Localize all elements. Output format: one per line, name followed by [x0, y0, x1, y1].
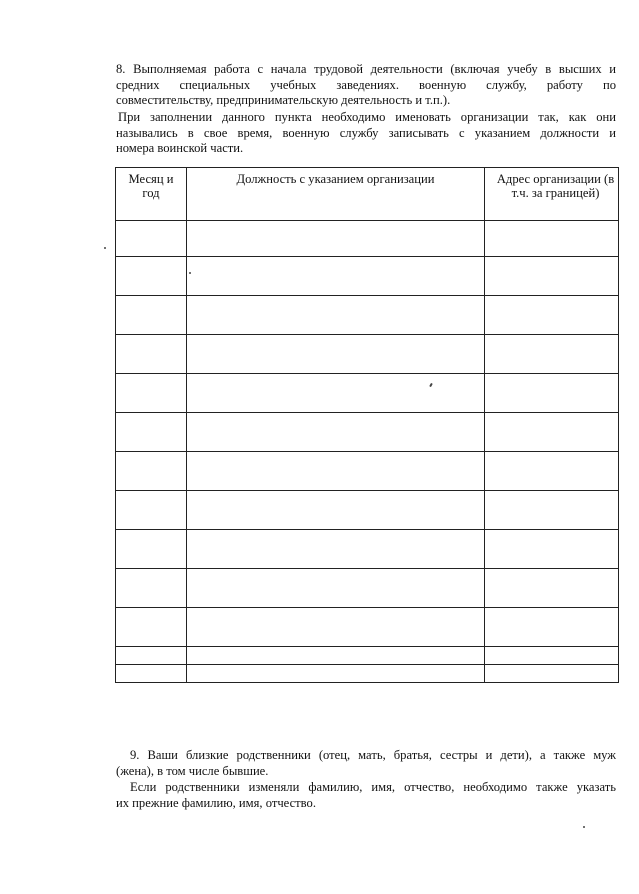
cell-position[interactable]: [187, 413, 485, 452]
cell-position[interactable]: [187, 491, 485, 530]
cell-month-year[interactable]: [116, 608, 187, 647]
cell-address[interactable]: [485, 665, 619, 683]
cell-month-year[interactable]: [116, 647, 187, 665]
cell-position[interactable]: [187, 452, 485, 491]
cell-address[interactable]: [485, 374, 619, 413]
cell-address[interactable]: [485, 452, 619, 491]
scan-speck: [104, 247, 106, 249]
section-8-line: совместительству, предпринимательскую деятельность и т.п.).: [116, 93, 451, 108]
section-9-line: (жена), в том числе бывшие.: [116, 763, 269, 778]
cell-position[interactable]: [187, 569, 485, 608]
scan-speck: [189, 272, 191, 274]
table-row: [116, 374, 619, 413]
table-row: [116, 665, 619, 683]
cell-position[interactable]: [187, 296, 485, 335]
cell-month-year[interactable]: [116, 452, 187, 491]
table-row: [116, 452, 619, 491]
section-9-title: [116, 748, 616, 779]
cell-position[interactable]: [187, 221, 485, 257]
cell-address[interactable]: [485, 413, 619, 452]
cell-address[interactable]: [485, 257, 619, 296]
cell-position[interactable]: [187, 530, 485, 569]
cell-address[interactable]: [485, 296, 619, 335]
cell-address[interactable]: [485, 569, 619, 608]
cell-month-year[interactable]: [116, 569, 187, 608]
section-9-note-line: их прежние фамилию, имя, отчество.: [116, 795, 316, 810]
section-8-line: средних специальных учебных заведениях. военную службу, работу по: [116, 77, 616, 92]
cell-position[interactable]: [187, 335, 485, 374]
table-row: [116, 491, 619, 530]
section-8-title: [116, 62, 616, 109]
section-9-line: 9. Ваши близкие родственники (отец, мать, братья, сестры и дети), а также муж: [130, 748, 616, 762]
table-row: [116, 608, 619, 647]
cell-address[interactable]: [485, 335, 619, 374]
work-history-table: [115, 167, 619, 683]
section-8-line: 8. Выполняемая работа с начала трудовой деятельности (включая учебу в высших и: [116, 62, 616, 76]
table-row: [116, 569, 619, 608]
cell-month-year[interactable]: [116, 665, 187, 683]
cell-month-year[interactable]: [116, 335, 187, 374]
section-8-note-line: номера воинской части.: [116, 141, 244, 156]
cell-month-year[interactable]: [116, 221, 187, 257]
section-9-note-line: Если родственники изменяли фамилию, имя, отчество, необходимо также указать: [130, 780, 616, 794]
section-8-note-line: назывались в свое время, военную службу записывать с указанием должности и: [116, 125, 616, 140]
table-row: [116, 530, 619, 569]
cell-month-year[interactable]: [116, 374, 187, 413]
table-row: [116, 335, 619, 374]
table-row: [116, 257, 619, 296]
table-row: [116, 647, 619, 665]
cell-position[interactable]: [187, 608, 485, 647]
cell-position[interactable]: [187, 665, 485, 683]
column-header-address: Адрес организации (в т.ч. за границей): [485, 168, 619, 221]
column-header-position: Должность с указанием организации: [187, 168, 485, 221]
cell-month-year[interactable]: [116, 413, 187, 452]
cell-month-year[interactable]: [116, 296, 187, 335]
cell-address[interactable]: [485, 221, 619, 257]
section-8-note: [116, 110, 616, 157]
section-9-note: [116, 780, 616, 811]
cell-month-year[interactable]: [116, 257, 187, 296]
cell-address[interactable]: [485, 530, 619, 569]
table-row: [116, 413, 619, 452]
cell-month-year[interactable]: [116, 530, 187, 569]
cell-position[interactable]: [187, 374, 485, 413]
column-header-month-year: Месяц и год: [116, 168, 187, 221]
table-header-row: [116, 168, 619, 221]
cell-address[interactable]: [485, 647, 619, 665]
scan-speck: [583, 826, 585, 828]
cell-address[interactable]: [485, 608, 619, 647]
cell-month-year[interactable]: [116, 491, 187, 530]
cell-address[interactable]: [485, 491, 619, 530]
table-row: [116, 296, 619, 335]
table-body: [116, 221, 619, 683]
section-8-note-line: При заполнении данного пункта необходимо именовать организации так, как они: [118, 110, 616, 124]
cell-position[interactable]: [187, 647, 485, 665]
cell-position[interactable]: [187, 257, 485, 296]
table-row: [116, 221, 619, 257]
